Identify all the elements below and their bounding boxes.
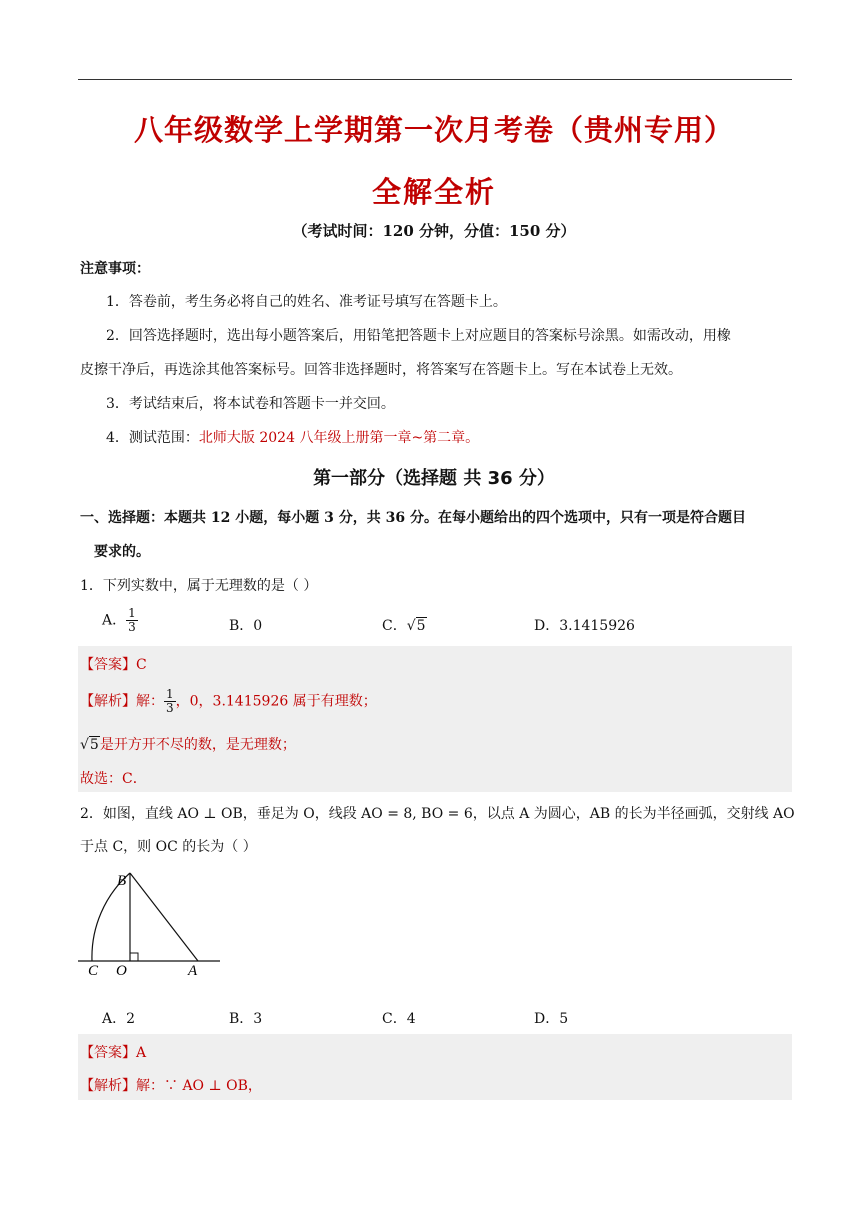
label-c: C xyxy=(88,963,99,979)
fraction: $\frac{1}{3}$ xyxy=(166,687,174,715)
sqrt-symbol: √5 xyxy=(80,737,99,753)
part1-instruction: 一、选择题：本题共 12 小题，每小题 3 分，共 36 分。在每小题给出的四个选项中，只有一项是符合题目 xyxy=(80,510,746,526)
q2-stem-cont: 于点 C，则 OC 的长为（ ） xyxy=(80,839,257,855)
notes-heading: 注意事项： xyxy=(80,261,150,277)
q2-figure xyxy=(78,868,228,980)
q2-option-d: D．5 xyxy=(534,1011,569,1027)
q2-option-c: C．4 xyxy=(382,1011,416,1027)
right-angle-mark xyxy=(130,953,138,961)
q1-solution-box xyxy=(78,646,792,792)
note-item-2-cont: 皮擦干净后，再选涂其他答案标号。回答非选择题时，将答案写在答题卡上。写在本试卷上无效。 xyxy=(80,362,682,378)
q2-stem: 2．如图，直线 AO ⊥ OB，垂足为 O，线段 AO = 8, BO = 6，以点 A 为圆心，AB 的长为半径画弧，交射线 AO xyxy=(80,806,795,822)
q2-analysis: 【解析】解：∵ AO ⊥ OB， xyxy=(80,1078,262,1094)
range-value: 北师大版 2024 八年级上册第一章~第二章。 xyxy=(198,430,480,446)
note-item-4 xyxy=(106,427,479,447)
q2-option-a: A．2 xyxy=(102,1011,136,1027)
q2-option-b: B．3 xyxy=(229,1011,263,1027)
page-title: 八年级数学上学期第一次月考卷（贵州专用） xyxy=(133,113,734,147)
header-rule xyxy=(78,79,792,80)
q1-option-a: A． $\frac{1}{3}$ xyxy=(102,606,136,634)
q1-conclusion: 故选：C． xyxy=(80,771,147,787)
exam-info: （考试时间：120 分钟，分值：150 分） xyxy=(292,222,576,240)
label-o: O xyxy=(116,963,127,979)
note-item-3: 3．考试结束后，将本试卷和答题卡一并交回。 xyxy=(106,396,395,412)
part1-instruction-cont: 要求的。 xyxy=(94,544,150,560)
q1-analysis-line2: √5是开方开不尽的数，是无理数； xyxy=(80,737,296,753)
fraction: $\frac{1}{3}$ xyxy=(128,606,136,634)
q1-option-c: C．√5 xyxy=(382,618,426,634)
q2-answer: 【答案】A xyxy=(80,1045,147,1061)
q1-analysis: 【解析】解： $\frac{1}{3}$ ，0，3.1415926 属于有理数； xyxy=(80,687,377,715)
label-b: B xyxy=(117,873,127,889)
note-item-1: 1．答卷前，考生务必将自己的姓名、准考证号填写在答题卡上。 xyxy=(106,294,507,310)
q1-stem: 1．下列实数中，属于无理数的是（ ） xyxy=(80,578,318,594)
q1-option-d: D．3.1415926 xyxy=(534,618,635,634)
q1-answer: 【答案】C xyxy=(80,657,147,673)
q1-option-b: B．0 xyxy=(229,618,263,634)
label-a: A xyxy=(188,963,198,979)
part1-title: 第一部分（选择题 共 36 分） xyxy=(313,468,555,489)
range-prefix: 4．测试范围： xyxy=(106,430,199,446)
sqrt-symbol: √5 xyxy=(406,618,426,634)
segment-ab xyxy=(130,873,198,961)
note-item-2: 2．回答选择题时，选出每小题答案后，用铅笔把答题卡上对应题目的答案标号涂黑。如需改动，用橡 xyxy=(106,328,731,344)
page-subtitle: 全解全析 xyxy=(371,175,496,209)
